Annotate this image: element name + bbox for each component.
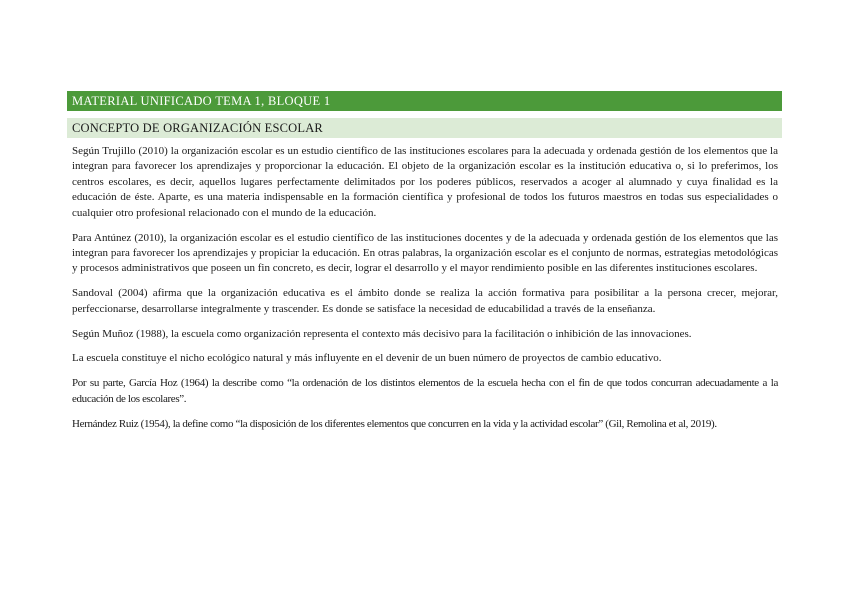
paragraph-nicho-ecologico: La escuela constituye el nicho ecológico natural y más influyente en el devenir de un buen número de proyectos de cambio educativo. <box>72 352 662 365</box>
document-body <box>72 144 778 442</box>
paragraph-hernandez-ruiz: Hernández Ruiz (1954), la define como “la disposición de los diferentes elementos que concurren en la vida y la actividad escolar” (Gil, Remolina et al, 2019). <box>72 417 717 430</box>
section-title-bar: MATERIAL UNIFICADO TEMA 1, BLOQUE 1 <box>67 91 782 111</box>
paragraph-munoz: Según Muñoz (1988), la escuela como organización representa el contexto más decisivo para la facilitación o inhibición de las innovaciones. <box>72 327 692 340</box>
section-subtitle-bar: CONCEPTO DE ORGANIZACIÓN ESCOLAR <box>67 118 782 138</box>
paragraph-antunez: Para Antúnez (2010), la organización escolar es el estudio científico de las instituciones docentes y de la adecuada y ordenada gestión de los elementos que las integran para favorecer los aprendizajes y propiciar la educación. En otras palabras, la organización escolar es el conjunto de normas, estrategias metodológicas y procesos administrativos que poseen un fin concreto, es decir, lograr el desarrollo y el mayor rendimiento posible en las diferentes instituciones escolares. <box>72 231 778 275</box>
paragraph-garcia-hoz: Por su parte, García Hoz (1964) la describe como “la ordenación de los distintos elementos de la escuela hecha con el fin de que todos concurran adecuadamente a la educación de los escolares”. <box>72 377 778 405</box>
paragraph-sandoval: Sandoval (2004) afirma que la organización educativa es el ámbito donde se realiza la acción formativa para posibilitar a la persona crecer, mejorar, perfeccionarse, desarrollarse integralmente y trascender. Es donde se satisface la necesidad de educabilidad a través de la enseñanza. <box>72 287 778 315</box>
paragraph-trujillo: Según Trujillo (2010) la organización escolar es un estudio científico de las instituciones escolares para la adecuada y ordenada gestión de los elementos que la integran para favorecer los aprendizajes y proporcionar la educación. El objeto de la organización escolar es la institución educativa o, si lo preferimos, los centros escolares, es decir, aquellos lugares perfectamente delimitados por los poderes públicos, reservados a acoger al alumnado y cuya finalidad es la educación de éste. Aparte, es una materia indispensable en la formación científica y profesional de todos los futuros maestros en todas sus especialidades o cualquier otro profesional relacionado con el mundo de la educación. <box>72 145 778 219</box>
